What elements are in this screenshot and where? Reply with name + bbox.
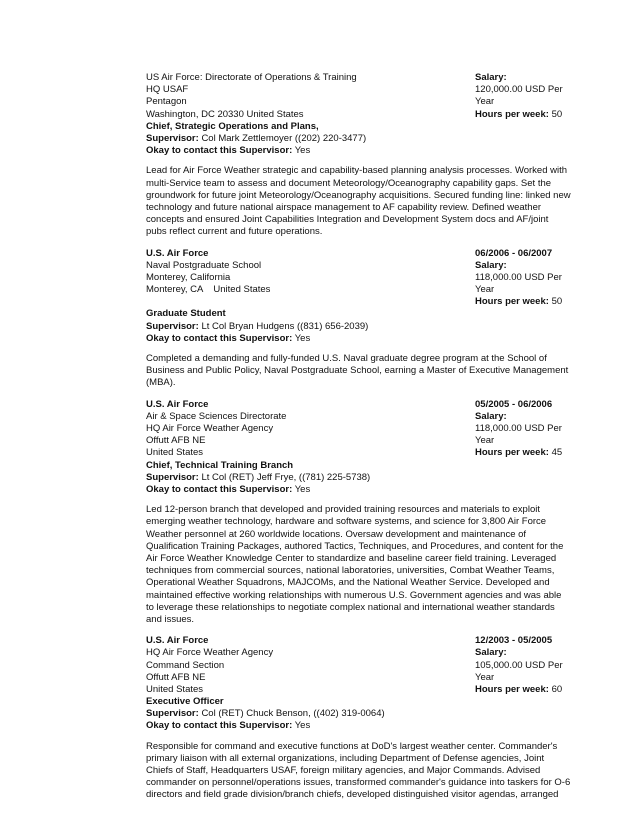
job-org-line: Monterey, CA United States [146,284,271,296]
contact-label: Okay to contact this Supervisor: [146,145,293,157]
job-org-line: HQ Air Force Weather Agency [146,647,274,659]
job-entry [146,248,571,390]
supervisor-name: Col Mark Zettlemoyer ((202) 220-3477) [201,132,367,144]
job-org-line: Offutt AFB NE [146,435,206,447]
job-title: Chief, Strategic Operations and Plans, [146,120,319,132]
contact-label: Okay to contact this Supervisor: [146,720,293,732]
hours-value: 50 [551,108,563,120]
supervisor-label: Supervisor: [146,708,199,720]
hours-value: 50 [551,296,563,308]
hours-label: Hours per week: [475,683,549,695]
supervisor-name: Lt Col Bryan Hudgens ((831) 656-2039) [201,320,369,332]
hours-label: Hours per week: [475,296,549,308]
job-description: Completed a demanding and fully-funded U.S. Naval graduate degree program at the School of Business and Public Policy, Naval Postgraduate School, earning a Master of Executive Management (MBA). [146,353,569,389]
job-org-line: Command Section [146,659,225,671]
salary-value: 118,000.00 USD Per [475,423,562,435]
job-org-line: HQ Air Force Weather Agency [146,423,274,435]
contact-label: Okay to contact this Supervisor: [146,332,293,344]
salary-unit: Year [475,671,495,683]
job-agency: US Air Force: Directorate of Operations & Training [146,72,357,83]
job-agency: U.S. Air Force [146,635,209,647]
hours-value: 60 [551,683,563,695]
salary-label: Salary: [475,410,507,422]
resume-page [146,72,571,811]
job-org-line: Air & Space Sciences Directorate [146,410,287,422]
job-org-line: Offutt AFB NE [146,671,206,683]
salary-label: Salary: [475,259,507,271]
salary-value: 118,000.00 USD Per [475,271,562,283]
salary-unit: Year [475,96,495,108]
job-org-line: HQ USAF [146,84,189,96]
job-title: Executive Officer [146,696,224,708]
job-entry [146,635,571,802]
job-org-line: Pentagon [146,96,187,108]
job-org-line: United States [146,683,204,695]
supervisor-name: Lt Col (RET) Jeff Frye, ((781) 225-5738) [201,471,371,483]
job-entry [146,72,571,239]
supervisor-name: Col (RET) Chuck Benson, ((402) 319-0064) [201,708,385,720]
job-title: Chief, Technical Training Branch [146,459,294,471]
job-org-line: Washington, DC 20330 United States [146,108,304,120]
salary-unit: Year [475,284,495,296]
job-description: Lead for Air Force Weather strategic and capability-based planning analysis processes. Worked with multi-Service team to assess and document Meteorology/Oceanography capability gaps. Set the groundwork for future joint Meteorology/Oceanography acquisitions. Secured funding line: linked new technology and future national airspace management to AF capability review. Defined weather concepts and ensured Joint Capabilities Integration and Development System docs and AF/joint pubs reflect current and future operations. [146,165,571,238]
job-agency: U.S. Air Force [146,398,209,410]
job-title: Graduate Student [146,308,226,320]
job-dates: 05/2005 - 06/2006 [475,398,553,410]
job-description: Led 12-person branch that developed and provided training resources and materials to exploit emerging weather technology, hardware and software systems, and science for 3,800 Air Force Weather personnel at 260 worldwide locations. Oversaw development and maintenance of Qualification Training Packages, authored Tactics, Techniques, and Procedures, and content for the Air Force Weather Knowledge Center to standardize and baseline career field training. Leveraged techniques from commercial sources, national laboratories, universities, Combat Weather Teams, Operational Weather Squadrons, MAJCOMs, and the National Weather Service. Developed and maintained effective working relationships with numerous U.S. Government agencies and was able to leverage these relationships to negotiate complex national and international weather standards and issues. [146,504,564,625]
contact-value: Yes [294,720,311,732]
salary-label: Salary: [475,72,507,83]
job-agency: U.S. Air Force [146,247,209,259]
salary-value: 120,000.00 USD Per [475,84,563,96]
job-org-line: Monterey, California [146,271,231,283]
job-entry [146,399,571,627]
hours-label: Hours per week: [475,108,549,120]
contact-value: Yes [294,483,311,495]
job-description: Responsible for command and executive functions at DoD's largest weather center. Commander's primary liaison with all external organizations, including Department of Defense agencies, Joint Chiefs of Staff, Headquarters USAF, foreign military agencies, and Major Commands. Advised commander on personnel/operations issues, transformed commander's guidance into taskers for O-6 directors and field grade division/branch chiefs, developed distinguished visitor agendas, arranged [146,740,571,801]
salary-label: Salary: [475,647,507,659]
supervisor-label: Supervisor: [146,471,199,483]
contact-value: Yes [294,145,311,157]
supervisor-label: Supervisor: [146,320,199,332]
job-dates: 06/2006 - 06/2007 [475,247,553,259]
job-dates: 12/2003 - 05/2005 [475,635,553,647]
supervisor-label: Supervisor: [146,132,199,144]
job-org-line: Naval Postgraduate School [146,259,262,271]
hours-label: Hours per week: [475,447,549,459]
contact-value: Yes [294,332,311,344]
contact-label: Okay to contact this Supervisor: [146,483,293,495]
job-org-line: United States [146,447,204,459]
salary-value: 105,000.00 USD Per [475,659,563,671]
hours-value: 45 [551,447,563,459]
salary-unit: Year [475,435,495,447]
